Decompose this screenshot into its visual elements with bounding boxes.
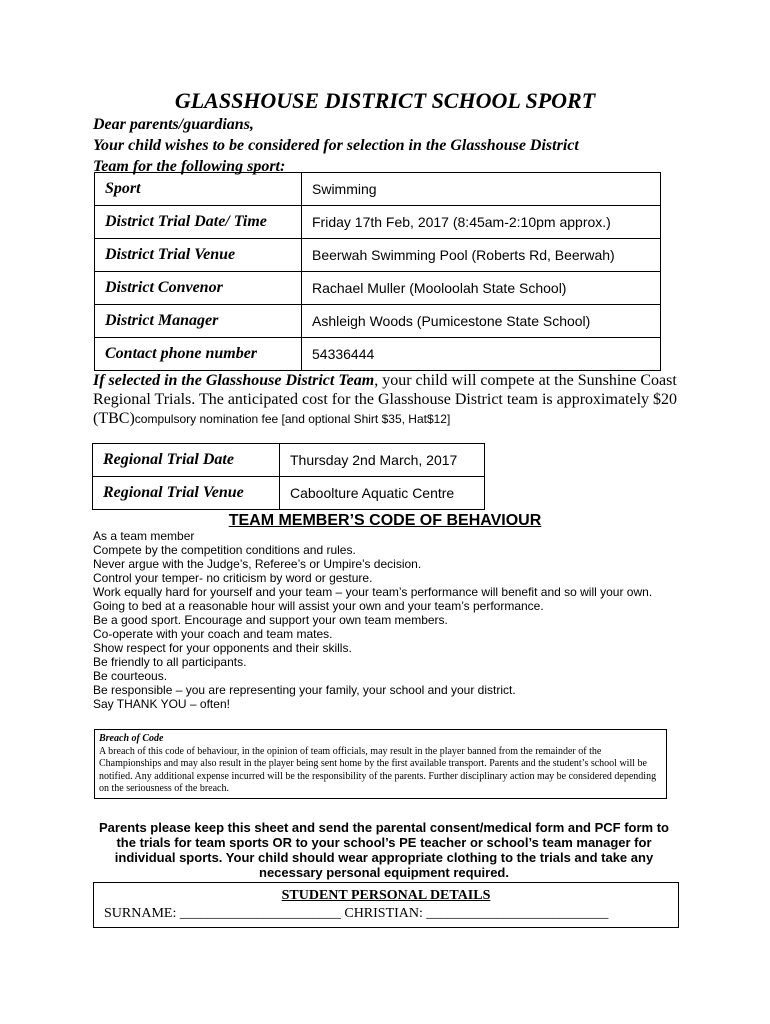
- christian-label: CHRISTIAN:: [340, 906, 427, 921]
- list-item: As a team member: [93, 529, 195, 543]
- list-item: Co-operate with your coach and team mates.: [93, 627, 333, 641]
- row-label: District Manager: [95, 305, 302, 338]
- list-item: Work equally hard for yourself and your team – your team’s performance will benefit and so will your own.: [93, 585, 653, 599]
- row-label: Sport: [95, 173, 302, 206]
- cost-fee-note: compulsory nomination fee [and optional Shirt $35, Hat$12]: [134, 412, 451, 426]
- code-rules-list: [93, 529, 678, 711]
- surname-label: SURNAME:: [104, 906, 180, 921]
- christian-field[interactable]: __________________________: [426, 906, 609, 921]
- list-item: Show respect for your opponents and their skills.: [93, 641, 352, 655]
- row-label: Regional Trial Venue: [93, 477, 280, 510]
- row-label: Contact phone number: [95, 338, 302, 371]
- row-value: Rachael Muller (Mooloolah State School): [302, 272, 661, 305]
- row-label: District Convenor: [95, 272, 302, 305]
- row-label: District Trial Venue: [95, 239, 302, 272]
- row-value: 54336444: [302, 338, 661, 371]
- table-row: [95, 272, 661, 305]
- table-row: [93, 444, 485, 477]
- row-value: Beerwah Swimming Pool (Roberts Rd, Beerwah): [302, 239, 661, 272]
- table-row: [95, 239, 661, 272]
- list-item: Going to bed at a reasonable hour will assist your own and your team’s performance.: [93, 599, 544, 613]
- table-row: [93, 477, 485, 510]
- list-item: Be friendly to all participants.: [93, 655, 247, 669]
- list-item: Never argue with the Judge’s, Referee’s or Umpire’s decision.: [93, 557, 422, 571]
- district-trial-table: [94, 172, 661, 371]
- surname-field[interactable]: _______________________: [179, 906, 341, 921]
- list-item: Be courteous.: [93, 669, 168, 683]
- table-row: [95, 206, 661, 239]
- list-item: Compete by the competition conditions and rules.: [93, 543, 356, 557]
- breach-text: A breach of this code of behaviour, in the opinion of team officials, may result in the player banned from the remainder of the Championships and may also result in the player being sent home by the first available transport. Parents and the student’s school will be notified. Any additional expense incurred will be the responsibility of the parents. Further disciplinary action may be considered depending on the seriousness of the breach.: [99, 745, 657, 794]
- salutation: Dear parents/guardians,: [93, 116, 254, 133]
- intro-line: Team for the following sport:: [93, 158, 286, 175]
- row-value: Caboolture Aquatic Centre: [280, 477, 485, 510]
- cost-text: , your child will compete at the Sunshine Coast Regional Trials. The anticipated cost for the Glasshouse District team is approximately $20 (TBC): [93, 372, 678, 427]
- row-value: Friday 17th Feb, 2017 (8:45am-2:10pm approx.): [302, 206, 661, 239]
- student-personal-details-box: [93, 882, 679, 928]
- list-item: Be a good sport. Encourage and support your own team members.: [93, 613, 448, 627]
- row-value: Swimming: [302, 173, 661, 206]
- row-label: District Trial Date/ Time: [95, 206, 302, 239]
- table-row: [95, 338, 661, 371]
- row-value: Ashleigh Woods (Pumicestone State School): [302, 305, 661, 338]
- list-item: Control your temper- no criticism by word or gesture.: [93, 571, 373, 585]
- breach-title: Breach of Code: [99, 733, 164, 744]
- intro-text: [93, 114, 693, 177]
- row-value: Thursday 2nd March, 2017: [280, 444, 485, 477]
- cost-paragraph: [93, 371, 683, 429]
- breach-of-code-box: [94, 729, 667, 799]
- intro-line: Your child wishes to be considered for selection in the Glasshouse District: [93, 137, 579, 154]
- regional-trial-table: [92, 443, 485, 510]
- table-row: [95, 305, 661, 338]
- code-of-behaviour-heading: TEAM MEMBER’S CODE OF BEHAVIOUR: [228, 512, 542, 529]
- list-item: Be responsible – you are representing your family, your school and your district.: [93, 683, 516, 697]
- table-row: [95, 173, 661, 206]
- document-title: GLASSHOUSE DISTRICT SCHOOL SPORT: [174, 88, 596, 113]
- list-item: Say THANK YOU – often!: [93, 697, 230, 711]
- personal-details-row: [104, 906, 608, 922]
- personal-details-heading: STUDENT PERSONAL DETAILS: [281, 888, 491, 903]
- row-label: Regional Trial Date: [93, 444, 280, 477]
- cost-lead: If selected in the Glasshouse District Team: [93, 372, 375, 389]
- parents-instructions: Parents please keep this sheet and send the parental consent/medical form and PCF form to the trials for team sports OR to your school’s PE teacher or school’s team manager for individual sports. Your child should wear appropriate clothing to the trials and take any necessary personal equipment required.: [99, 820, 669, 880]
